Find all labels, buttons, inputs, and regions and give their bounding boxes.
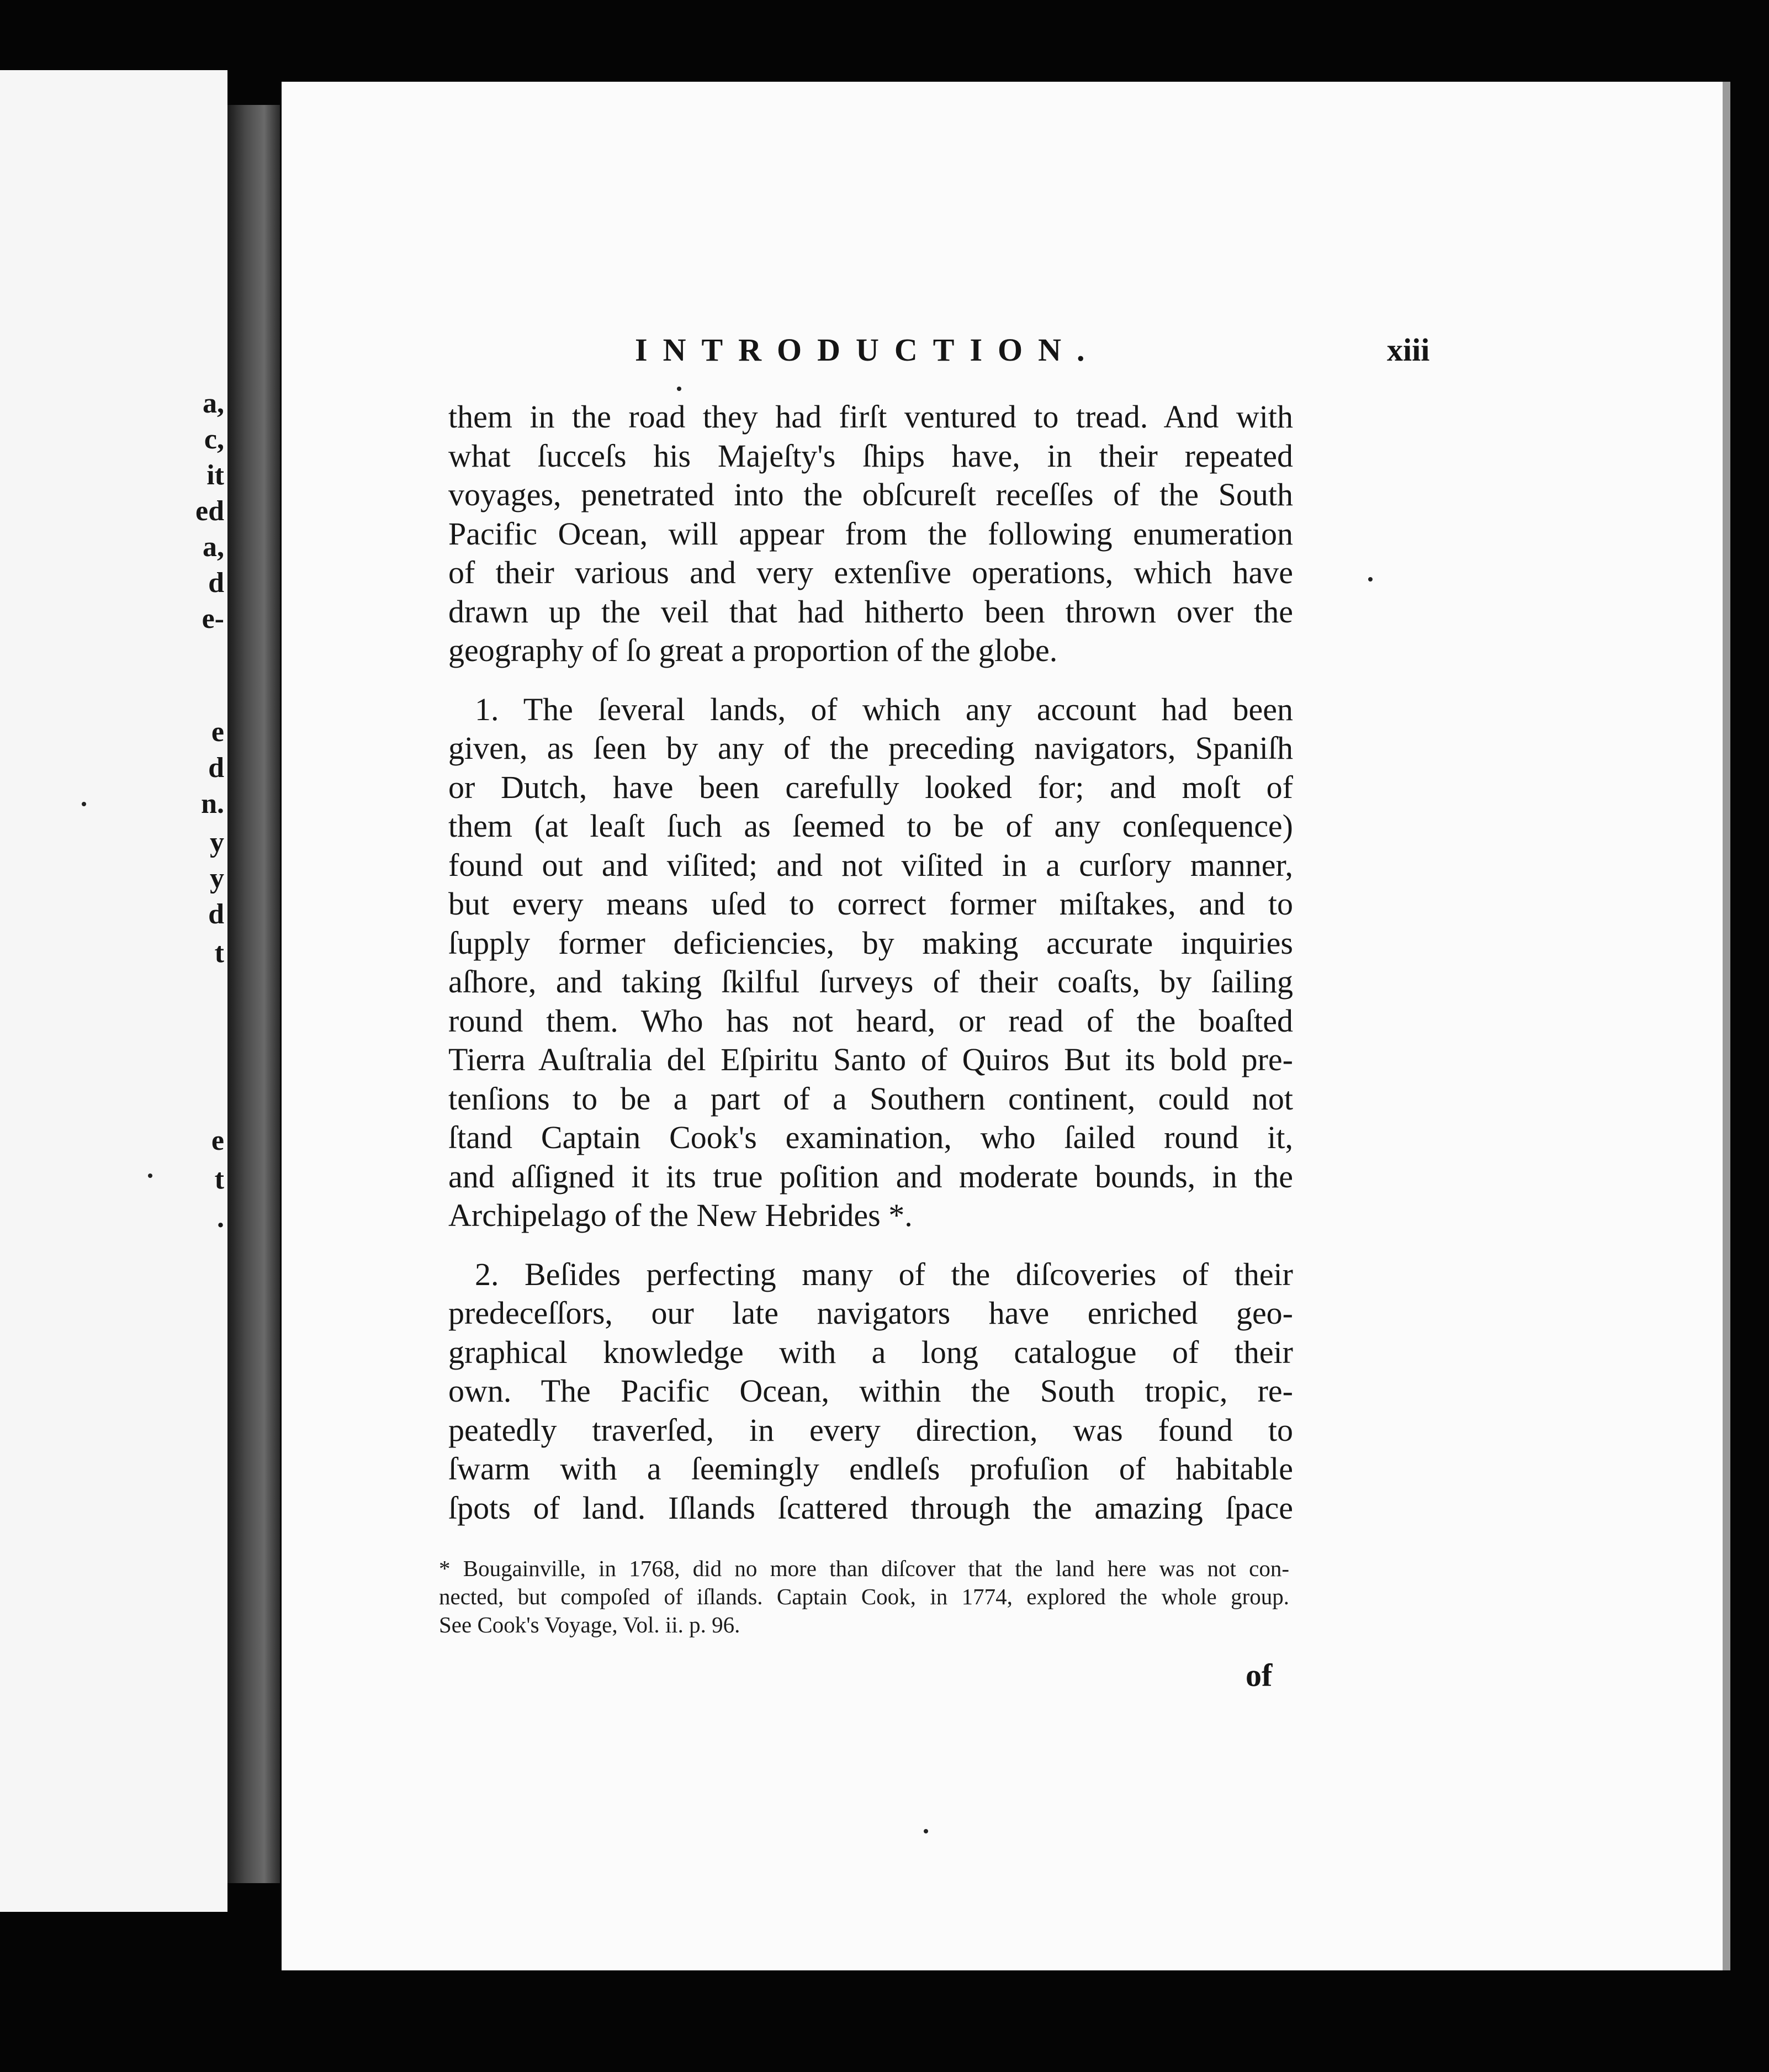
text-line: or Dutch, have been carefully looked for; and moſt of <box>448 769 1293 805</box>
left-page-fragment: t <box>214 1164 224 1195</box>
text-line: them (at leaſt ſuch as ſeemed to be of any conſequence) <box>448 808 1293 844</box>
left-page-fragment: a, <box>203 388 224 419</box>
text-line: tenſions to be a part of a Southern continent, could not <box>448 1080 1293 1117</box>
left-page-fragment: d <box>208 898 224 930</box>
left-page-fragment: e <box>211 1125 224 1156</box>
text-line: graphical knowledge with a long catalogue of their <box>448 1334 1293 1370</box>
paragraph <box>448 690 1293 1235</box>
scan-speck <box>677 387 681 391</box>
page-edge <box>1723 82 1730 1970</box>
text-line: Pacific Ocean, will appear from the following enumeration <box>448 515 1293 552</box>
catchword: of <box>1246 1657 1273 1693</box>
left-page-fragment: ed <box>195 495 224 527</box>
text-line: 1. The ſeveral lands, of which any account had been <box>475 691 1293 727</box>
text-line: found out and viſited; and not viſited in a curſory manner, <box>448 847 1293 883</box>
scan-speck <box>1368 577 1373 582</box>
running-head: INTRODUCTION. <box>635 332 1100 368</box>
body-text <box>448 398 1293 1527</box>
text-line: ſpots of land. Iſlands ſcattered through the amazing ſpace <box>448 1489 1293 1526</box>
text-line: given, as ſeen by any of the preceding navigators, Spaniſh <box>448 730 1293 766</box>
book-gutter <box>227 105 280 1883</box>
text-line: them in the road they had firſt ventured to tread. And with <box>448 399 1293 435</box>
text-line: drawn up the veil that had hitherto been thrown over the <box>448 593 1293 630</box>
scan-speck <box>82 802 86 806</box>
footnote-line: nected, but compoſed of iſlands. Captain Cook, in 1774, explored the whole group. <box>439 1584 1289 1609</box>
text-line: voyages, penetrated into the obſcureſt receſſes of the South <box>448 477 1293 512</box>
scan-speck <box>148 1174 152 1178</box>
text-line: Tierra Auſtralia del Eſpiritu Santo of Quiros But its bold pre- <box>448 1042 1293 1077</box>
left-page-fragment: t <box>214 937 224 969</box>
footnote-line: See Cook's Voyage, Vol. ii. p. 96. <box>439 1612 740 1637</box>
left-page-fragment: c, <box>204 424 224 455</box>
left-page-fragment: y <box>210 863 224 894</box>
text-line: peatedly traverſed, in every direction, was found to <box>448 1412 1293 1448</box>
footnote-line: * Bougainville, in 1768, did no more than diſcover that the land here was not con- <box>439 1556 1289 1581</box>
text-line: but every means uſed to correct former miſtakes, and to <box>448 886 1293 922</box>
left-page-fragment: d <box>208 752 224 784</box>
text-line: ſupply former deficiencies, by making accurate inquiries <box>448 924 1293 961</box>
text-line: own. The Pacific Ocean, within the South tropic, re- <box>448 1373 1293 1409</box>
text-line: of their various and very extenſive operations, which have <box>448 554 1293 590</box>
left-facing-page <box>0 70 227 1912</box>
text-line: predeceſſors, our late navigators have enriched geo- <box>448 1295 1293 1331</box>
text-line: Archipelago of the New Hebrides *. <box>448 1197 913 1233</box>
text-line: 2. Beſides perfecting many of the diſcoveries of their <box>475 1256 1293 1292</box>
left-page-fragment: d <box>208 567 224 599</box>
left-page-fragment: . <box>217 1202 224 1234</box>
left-page-fragment: it <box>206 459 224 491</box>
text-line: and aſſigned it its true poſition and moderate bounds, in the <box>448 1158 1293 1194</box>
paragraph <box>448 1255 1293 1528</box>
paragraph <box>448 398 1293 670</box>
page-number: xiii <box>1387 332 1430 368</box>
text-line: ſtand Captain Cook's examination, who ſailed round it, <box>448 1119 1293 1155</box>
left-page-fragment: n. <box>201 788 224 820</box>
left-page-fragment: a, <box>203 531 224 563</box>
scan-speck <box>924 1829 928 1833</box>
footnote <box>439 1555 1289 1639</box>
text-line: what ſucceſs his Majeſty's ſhips have, in their repeated <box>448 437 1293 474</box>
left-page-fragment: e <box>211 716 224 748</box>
left-page-fragment: y <box>210 827 224 858</box>
text-line: round them. Who has not heard, or read of the boaſted <box>448 1002 1293 1039</box>
text-line: ſwarm with a ſeemingly endleſs profuſion of habitable <box>448 1451 1293 1487</box>
text-line: aſhore, and taking ſkilful ſurveys of their coaſts, by ſailing <box>448 964 1293 1000</box>
left-page-fragment: e- <box>202 603 224 635</box>
text-line: geography of ſo great a proportion of the globe. <box>448 632 1058 668</box>
